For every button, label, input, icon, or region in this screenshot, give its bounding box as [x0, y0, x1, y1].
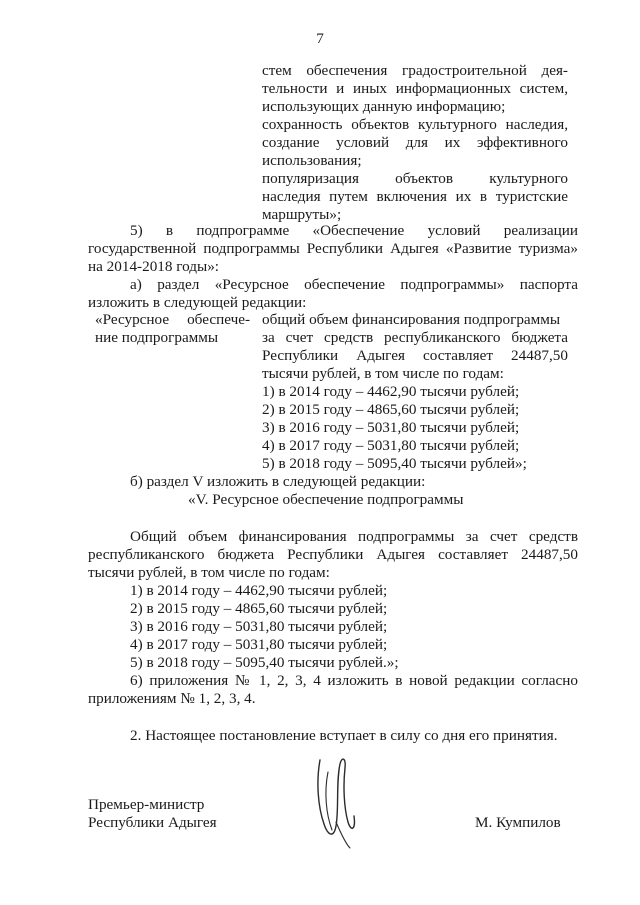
passport-right-line: общий объем финансирования подпрограммы: [262, 311, 561, 328]
continuation-line: создание условий для их эффективного: [262, 134, 568, 151]
item-2-line: 2. Настоящее постановление вступает в силу со дня его принятия.: [130, 727, 558, 744]
item-b-line: б) раздел V изложить в следующей редакции:: [130, 473, 426, 490]
passport-right-line: 4) в 2017 году – 5031,80 тысячи рублей;: [262, 437, 520, 454]
signatory-name: М. Кумпилов: [475, 814, 561, 831]
continuation-line: популяризация объектов культурного: [262, 170, 568, 187]
continuation-line: использующих данную информацию;: [262, 98, 506, 115]
signatory-title: Премьер-министр: [88, 796, 205, 813]
passport-right-line: тысячи рублей, в том числе по годам:: [262, 365, 504, 382]
passport-left-label: ние подпрограммы: [95, 329, 219, 346]
year-line: 4) в 2017 году – 5031,80 тысячи рублей;: [130, 636, 388, 653]
passport-right-line: за счет средств республиканского бюджета: [262, 329, 568, 346]
passport-right-line: 5) в 2018 году – 5095,40 тысячи рублей»;: [262, 455, 527, 472]
year-line: 3) в 2016 году – 5031,80 тысячи рублей;: [130, 618, 388, 635]
total-line: Общий объем финансирования подпрограммы за счет средств: [130, 528, 578, 545]
item-5-line: государственной подпрограммы Республики Адыгея «Развитие туризма»: [88, 240, 578, 257]
section-title: «V. Ресурсное обеспечение подпрограммы: [188, 491, 464, 508]
item-a-line: а) раздел «Ресурсное обеспечение подпрограммы» паспорта: [130, 276, 578, 293]
item-6-line: 6) приложения № 1, 2, 3, 4 изложить в новой редакции согласно: [130, 672, 578, 689]
item-5-line: на 2014-2018 годы»:: [88, 258, 220, 275]
item-6-line: приложениям № 1, 2, 3, 4.: [88, 690, 256, 707]
continuation-line: стем обеспечения градостроительной дея-: [262, 62, 568, 79]
total-line: тысячи рублей, в том числе по годам:: [88, 564, 330, 581]
passport-right-line: Республики Адыгея составляет 24487,50: [262, 347, 568, 364]
year-line: 2) в 2015 году – 4865,60 тысячи рублей;: [130, 600, 388, 617]
total-line: республиканского бюджета Республики Адыгея составляет 24487,50: [88, 546, 578, 563]
continuation-line: использования;: [262, 152, 362, 169]
continuation-line: тельности и иных информационных систем,: [262, 80, 568, 97]
passport-right-line: 2) в 2015 году – 4865,60 тысячи рублей;: [262, 401, 520, 418]
item-a-line: изложить в следующей редакции:: [88, 294, 307, 311]
continuation-line: сохранность объектов культурного наследия,: [262, 116, 568, 133]
item-5-line: 5) в подпрограмме «Обеспечение условий реализации: [130, 222, 578, 239]
year-line: 5) в 2018 году – 5095,40 тысячи рублей.»;: [130, 654, 399, 671]
page-number: 7: [316, 30, 324, 47]
continuation-line: маршруты»;: [262, 206, 342, 223]
continuation-line: наследия путем включения их в туристские: [262, 188, 568, 205]
passport-left-label: «Ресурсное обеспече-: [95, 311, 250, 328]
passport-right-line: 3) в 2016 году – 5031,80 тысячи рублей;: [262, 419, 520, 436]
passport-right-line: 1) в 2014 году – 4462,90 тысячи рублей;: [262, 383, 520, 400]
year-line: 1) в 2014 году – 4462,90 тысячи рублей;: [130, 582, 388, 599]
handwritten-signature: [306, 752, 366, 852]
signatory-title: Республики Адыгея: [88, 814, 217, 831]
